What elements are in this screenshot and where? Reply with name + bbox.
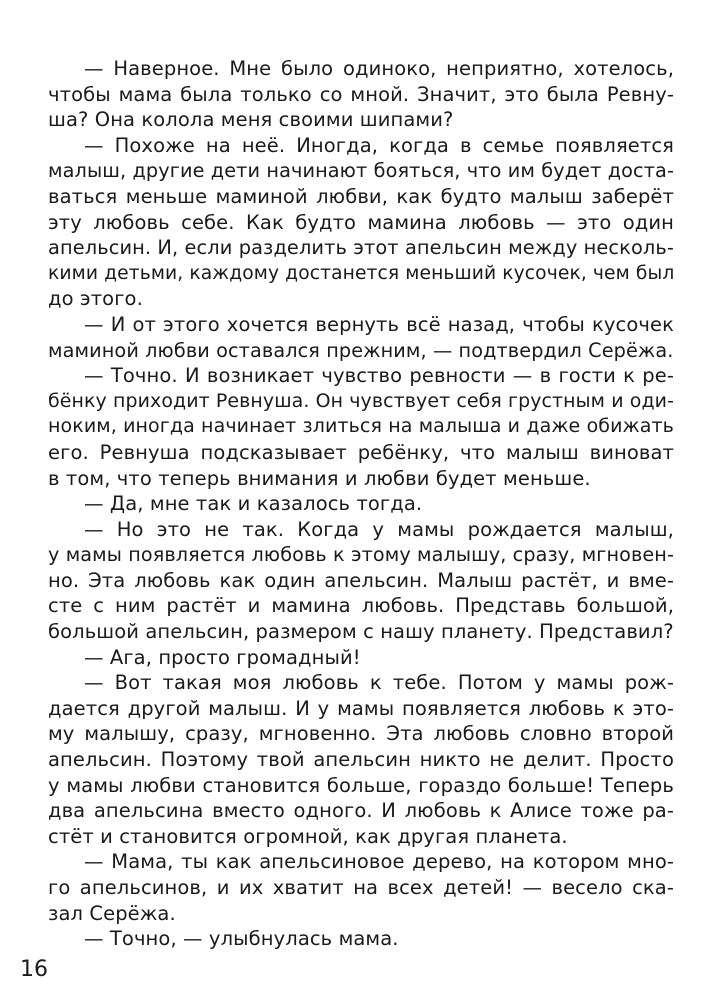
text-line: большой апельсин, размером с нашу планету. Представил? bbox=[48, 620, 674, 644]
text-line: дается другой малыш. И у мамы появляется любовь к это- bbox=[48, 696, 674, 720]
text-line: — И от этого хочется вернуть всё назад, чтобы кусочек bbox=[84, 312, 674, 336]
text-line: бёнку приходит Ревнуша. Он чувствует себя грустным и оди- bbox=[48, 389, 674, 412]
text-line: зал Серёжа. bbox=[48, 901, 176, 925]
text-line: маминой любви оставался прежним, — подтвердил Серёжа. bbox=[48, 338, 674, 362]
text-line: — Мама, ты как апельсиновое дерево, на котором мно- bbox=[84, 850, 674, 874]
text-line: стёт и становится огромной, как другая планета. bbox=[48, 824, 568, 848]
text-line: — Точно, — улыбнулась мама. bbox=[84, 927, 399, 951]
text-line: — Похоже на неё. Иногда, когда в семье появляется bbox=[84, 133, 674, 157]
text-line: му малышу, сразу, мгновенно. Эта любовь словно второй bbox=[48, 722, 674, 746]
text-line: апельсин. Поэтому твой апельсин никто не делит. Просто bbox=[48, 748, 674, 772]
text-line: — Но это не так. Когда у мамы рождается малыш, bbox=[84, 517, 674, 541]
text-line: ваться меньше маминой любви, как будто малыш заберёт bbox=[48, 184, 674, 208]
text-line: сте с ним растёт и мамина любовь. Представь большой, bbox=[48, 594, 674, 618]
text-line: — Ага, просто громадный! bbox=[84, 645, 361, 669]
text-line: го апельсинов, и их хватит на всех детей! — весело ска- bbox=[48, 876, 674, 899]
text-line: малыш, другие дети начинают бояться, что им будет доста- bbox=[48, 159, 674, 183]
text-line: эту любовь себе. Как будто мамина любовь — это один bbox=[48, 210, 674, 234]
text-line: ноким, иногда начинает злиться на малыша и даже обижать bbox=[48, 415, 674, 438]
text-line: до этого. bbox=[48, 287, 143, 311]
text-line: ша? Она колола меня своими шипами? bbox=[48, 108, 454, 132]
text-line: кими детьми, каждому достанется меньший кусочек, чем был bbox=[48, 262, 675, 284]
text-line: — Наверное. Мне было одиноко, неприятно, хотелось, bbox=[84, 57, 674, 80]
text-line: чтобы мама была только со мной. Значит, это была Ревну- bbox=[48, 82, 674, 106]
text-line: — Да, мне так и казалось тогда. bbox=[84, 492, 423, 516]
text-line: апельсин. И, если разделить этот апельсин между несколь- bbox=[48, 236, 674, 260]
text-line: в том, что теперь внимания и любви будет меньше. bbox=[48, 466, 591, 490]
text-line: но. Эта любовь как один апельсин. Малыш растёт, и вме- bbox=[48, 568, 674, 592]
text-line: — Точно. И возникает чувство ревности — в гости к ре- bbox=[84, 364, 674, 388]
text-line: у мамы появляется любовь к этому малышу, сразу, мгновен- bbox=[48, 543, 674, 567]
text-line: — Вот такая моя любовь к тебе. Потом у мамы рож- bbox=[84, 671, 674, 695]
page-number: 16 bbox=[20, 957, 48, 982]
text-line: два апельсина вместо одного. И любовь к Алисе тоже ра- bbox=[48, 799, 674, 823]
text-line: его. Ревнуша подсказывает ребёнку, что малыш виноват bbox=[48, 440, 674, 464]
text-line: у мамы любви становится больше, гораздо больше! Теперь bbox=[48, 773, 674, 797]
body-text bbox=[48, 56, 674, 952]
